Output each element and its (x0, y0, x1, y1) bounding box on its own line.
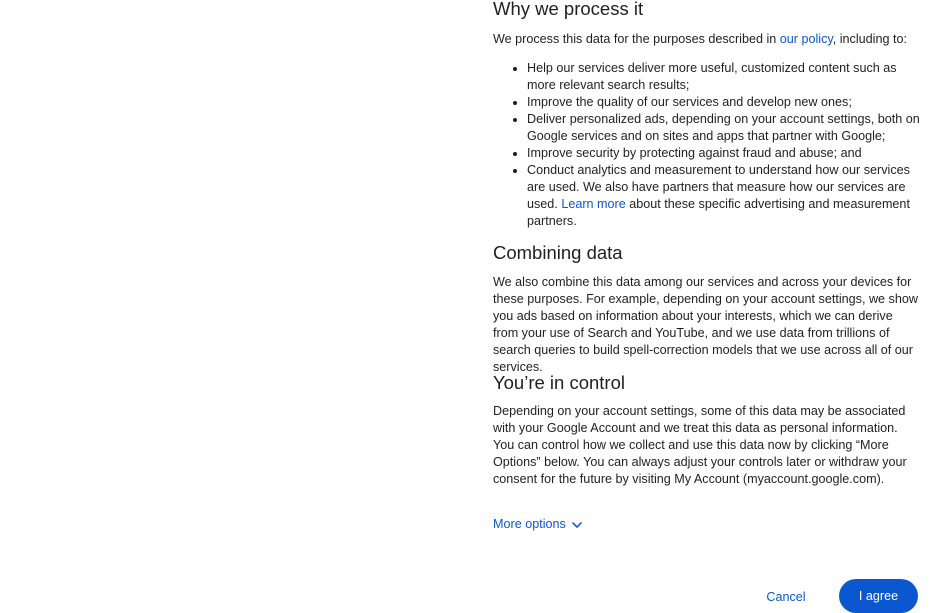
list-item: • Improve security by protecting against fraud and abuse; and (527, 145, 921, 162)
agree-button[interactable]: I agree (839, 579, 918, 613)
learn-more-link[interactable]: Learn more (561, 197, 626, 211)
control-heading: You’re in control (493, 372, 625, 393)
list-item: • Improve the quality of our services and develop new ones; (527, 94, 921, 111)
more-options-button[interactable] (493, 516, 584, 533)
why-intro-text: We process this data for the purposes described in (493, 32, 780, 46)
combining-body: We also combine this data among our services and across your devices for these purposes. For example, depending on your account settings, we show you ads based on information about your interests, which we can derive from your use of Search and YouTube, and we use data from trillions of search queries to build spell-correction models that we use across all of our services. (493, 275, 918, 374)
why-heading: Why we process it (493, 0, 644, 19)
more-options-label: More options (493, 517, 566, 531)
list-item (527, 162, 921, 230)
control-body: Depending on your account settings, some of this data may be associated with your Google Account and we treat this data as personal information. You can control how we collect and use this data now by clicking “More Options” below. You can always adjust your controls later or withdraw your consent for the future by visiting My Account (myaccount.google.com). (493, 404, 907, 486)
list-item: • Deliver personalized ads, depending on your account settings, both on Google services and on sites and apps that partner with Google; (527, 111, 921, 145)
analytics-item-text: Conduct analytics and measurement to understand how our services are used. We also have partners that measure how our services are used. (527, 163, 910, 211)
our-policy-link[interactable]: our policy (779, 32, 833, 46)
purposes-list (493, 60, 921, 230)
chevron-down-icon (570, 518, 584, 532)
why-intro-suffix: , including to: (832, 32, 907, 46)
combining-heading: Combining data (493, 242, 623, 263)
cancel-button[interactable]: Cancel (751, 580, 821, 613)
analytics-item-suffix: about these specific advertising and measurement partners. (527, 197, 910, 228)
list-item: • Help our services deliver more useful, customized content such as more relevant search results; (527, 60, 921, 94)
why-intro (493, 31, 921, 48)
